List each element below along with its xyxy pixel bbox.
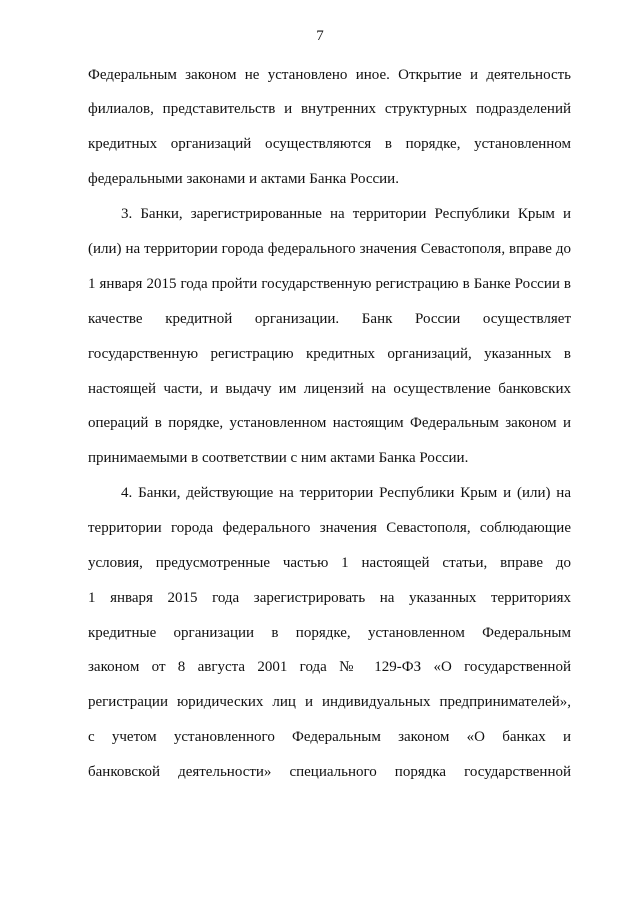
text-line: настоящей части, и выдачу им лицензий на осуществление банковских xyxy=(88,381,571,397)
text-line: принимаемыми в соответствии с ним актами Банка России. xyxy=(88,450,469,466)
text-line: кредитные организации в порядке, установленном Федеральным xyxy=(88,625,571,641)
text-line: условия, предусмотренные частью 1 настоящей статьи, вправе до xyxy=(88,555,571,571)
text-line: территории города федерального значения Севастополя, соблюдающие xyxy=(88,520,571,536)
text-line: кредитных организаций осуществляются в порядке, установленном xyxy=(88,136,571,152)
text-line: банковской деятельности» специального порядка государственной xyxy=(88,764,571,780)
text-line: филиалов, представительств и внутренних структурных подразделений xyxy=(88,101,571,117)
paragraph-3-first-line: 3. Банки, зарегистрированные на территории Республики Крым и xyxy=(121,206,571,222)
text-line: законом от 8 августа 2001 года № 129-ФЗ «О государственной xyxy=(88,659,571,675)
text-line: федеральными законами и актами Банка России. xyxy=(88,171,399,187)
paragraph-4-first-line: 4. Банки, действующие на территории Республики Крым и (или) на xyxy=(121,485,571,501)
page-number: 7 xyxy=(316,28,324,44)
text-line: 1 января 2015 года пройти государственную регистрацию в Банке России в xyxy=(88,276,571,292)
text-line: операций в порядке, установленном настоящим Федеральным законом и xyxy=(88,415,571,431)
text-line: качестве кредитной организации. Банк России осуществляет xyxy=(88,311,571,327)
text-line: с учетом установленного Федеральным законом «О банках и xyxy=(88,729,571,745)
text-line: (или) на территории города федерального значения Севастополя, вправе до xyxy=(88,241,571,257)
text-line: Федеральным законом не установлено иное. Открытие и деятельность xyxy=(88,67,571,83)
text-line: 1 января 2015 года зарегистрировать на указанных территориях xyxy=(88,590,571,606)
text-line: государственную регистрацию кредитных организаций, указанных в xyxy=(88,346,571,362)
text-line: регистрации юридических лиц и индивидуальных предпринимателей», xyxy=(88,694,571,710)
